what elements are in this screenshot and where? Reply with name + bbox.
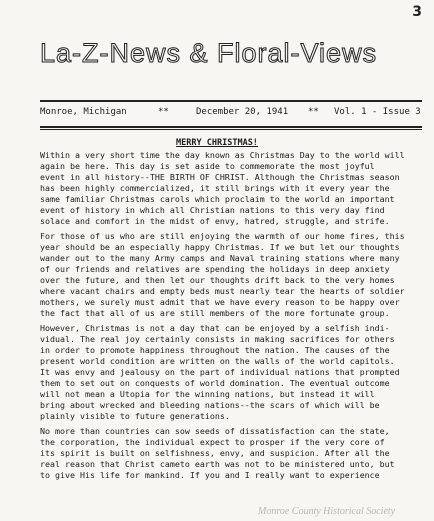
text-line: the fact that all of us are still members of the more fortunate group. — [40, 308, 390, 318]
dateline-separator: ** — [308, 107, 319, 117]
masthead-rule-bottom — [40, 126, 422, 128]
text-line: the corporation, the individual expect to prosper if the very core of — [40, 437, 385, 447]
text-line: same familiar Christmas carols which proclaim to the world an important — [40, 194, 395, 204]
dateline-issue: Vol. 1 - Issue 3 — [334, 107, 421, 117]
text-line: It was envy and jealousy on the part of individual nations that prompted — [40, 367, 400, 377]
masthead-rule-bottom-thin — [40, 129, 422, 130]
text-line: real reason that Christ cameto earth was not to be ministered unto, but — [40, 459, 395, 469]
masthead-title: La-Z-News & Floral-Views — [40, 38, 378, 68]
dateline-separator: ** — [158, 107, 169, 117]
text-line: mothers, we surely must admit that we have every reason to be happy over — [40, 297, 400, 307]
text-line: plainly visible to future generations. — [40, 411, 230, 421]
text-line: No more than countries can sow seeds of dissatisfaction can the state, — [40, 426, 390, 436]
dateline-date: December 20, 1941 — [196, 107, 289, 117]
text-line: solace and comfort in the midst of envy, hatred, struggle, and strife. — [40, 216, 390, 226]
text-line: event in all history--THE BIRTH OF CHRIST. Although the Christmas season — [40, 172, 400, 182]
text-line: over the future, and then let our thoughts drift back to the very homes — [40, 275, 395, 285]
article-paragraph — [40, 426, 422, 481]
text-line: them to set out on conquests of world domination. The eventual outcome — [40, 378, 390, 388]
text-line: Within a very short time the day known as Christmas Day to the world will — [40, 150, 405, 160]
text-line: For those of us who are still enjoying the warmth of our home fires, this — [40, 231, 405, 241]
article-paragraph — [40, 323, 422, 422]
text-line: to give His life for mankind. If you and I really want to experience — [40, 470, 380, 480]
text-line: in order to promote happiness throughout the nation. The causes of the — [40, 345, 390, 355]
text-line: where vacant chairs and empty beds must nearly tear the hearts of soldier — [40, 286, 405, 296]
page-number: 3 — [412, 4, 422, 20]
text-line: of our friends and relatives are spending the holidays in deep anxiety — [40, 264, 390, 274]
text-line: its spirit is built on selfishness, envy, and suspicion. After all the — [40, 448, 390, 458]
dateline-place: Monroe, Michigan — [40, 107, 127, 117]
masthead-rule-top — [40, 100, 422, 102]
text-line: year should be an especially happy Christmas. If we but let our thoughts — [40, 242, 400, 252]
text-line: again be here. This day is set aside to commemorate the most joyful — [40, 161, 375, 171]
text-line: vidual. The real joy certainly consists in making sacrifices for others — [40, 334, 395, 344]
text-line: present world condition are written on the walls of the world capitols. — [40, 356, 395, 366]
text-line: bring about wrecked and bleeding nations--the scars of which will be — [40, 400, 380, 410]
text-line: will not mean a Utopia for the winning nations, but instead it will — [40, 389, 375, 399]
text-line: However, Christmas is not a day that can be enjoyed by a selfish indi- — [40, 323, 390, 333]
text-line: event of history in which all Christian nations to this very day find — [40, 205, 385, 215]
article-paragraph — [40, 231, 422, 319]
article-paragraph — [40, 150, 422, 227]
text-line: has been highly commercialized, it still brings with it every year the — [40, 183, 390, 193]
article-body — [40, 150, 422, 485]
archive-watermark: Monroe County Historical Society — [258, 506, 396, 517]
article-title: MERRY CHRISTMAS! — [176, 138, 258, 148]
text-line: wander out to the many Army camps and Naval training stations where many — [40, 253, 400, 263]
